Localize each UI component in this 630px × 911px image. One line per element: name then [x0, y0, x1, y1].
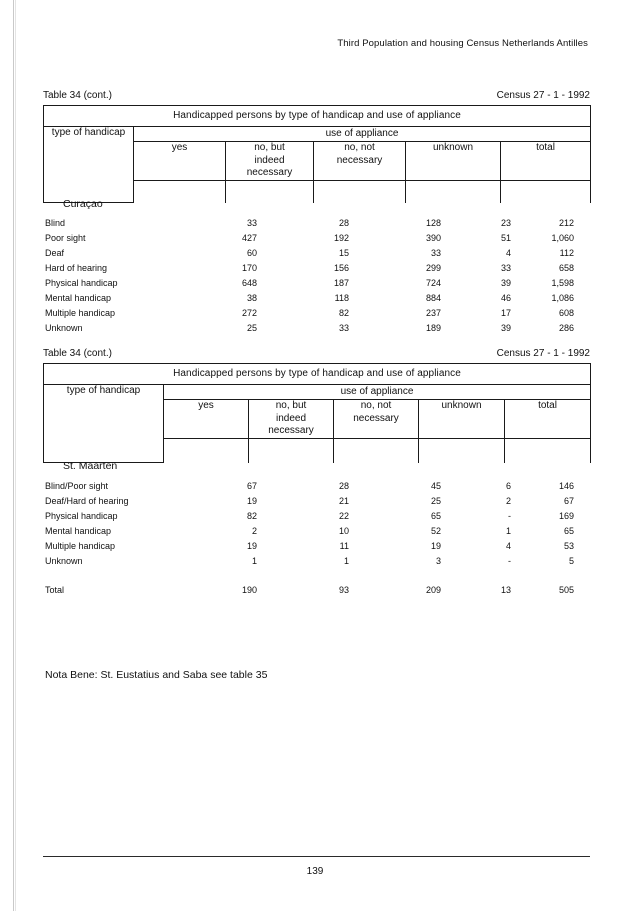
table-header-grid-stmaarten [43, 363, 591, 463]
column-header-line-1: no, but [254, 142, 285, 153]
table-row [43, 479, 590, 494]
column-header-no-not-necessary [334, 400, 419, 439]
stub-header: type of handicap [44, 385, 164, 463]
nota-bene-note: Nota Bene: St. Eustatius and Saba see table 35 [45, 669, 268, 681]
table-row [43, 509, 590, 524]
table-total-row [43, 583, 590, 598]
cell-unknown: 1 [505, 526, 511, 536]
column-header-total: total [505, 400, 591, 439]
spacer-cell [43, 569, 590, 583]
table-header-grid-curacao [43, 105, 591, 203]
group-header-use-of-appliance: use of appliance [164, 385, 591, 400]
cell-no-not: 128 [425, 218, 441, 228]
total-cell-no-but: 93 [338, 585, 349, 595]
running-head: Third Population and housing Census Netherlands Antilles [337, 38, 588, 49]
cell-total: 1,060 [551, 233, 574, 243]
cell-yes: 2 [251, 526, 257, 536]
cell-unknown: 39 [500, 323, 511, 333]
cell-no-not: 52 [430, 526, 441, 536]
region-label-curacao: Curaçao [63, 198, 103, 210]
cell-no-not: 3 [435, 556, 441, 566]
data-table-curacao [43, 216, 590, 336]
row-label: Hard of hearing [45, 263, 108, 273]
cell-no-but: 21 [338, 496, 349, 506]
cell-no-not: 45 [430, 481, 441, 491]
cell-no-not: 237 [425, 308, 441, 318]
row-label: Mental handicap [45, 526, 112, 536]
column-header-no-but-indeed-necessary [226, 142, 314, 181]
table-label: Table 34 (cont.) [43, 348, 112, 359]
cell-no-not: 19 [430, 541, 441, 551]
row-label: Deaf [45, 248, 65, 258]
cell-no-but: 118 [334, 293, 349, 303]
cell-no-but: 28 [338, 481, 349, 491]
column-header-line-1: no, not [360, 400, 392, 411]
header-filler-cell [226, 180, 314, 203]
cell-unknown: 51 [500, 233, 511, 243]
cell-unknown: 33 [500, 263, 511, 273]
cell-yes: 170 [241, 263, 257, 273]
stub-header: type of handicap [44, 127, 134, 203]
header-filler-cell [164, 438, 249, 463]
total-cell-unknown: 13 [500, 585, 511, 595]
row-label: Multiple handicap [45, 308, 116, 318]
row-label: Physical handicap [45, 278, 118, 288]
cell-yes: 38 [246, 293, 257, 303]
column-header-yes: yes [164, 400, 249, 439]
cell-yes: 427 [241, 233, 257, 243]
group-header-use-of-appliance: use of appliance [134, 127, 591, 142]
cell-yes: 33 [246, 218, 257, 228]
cell-no-not: 299 [425, 263, 441, 273]
column-header-no-not-necessary [314, 142, 406, 181]
row-label: Multiple handicap [45, 541, 116, 551]
cell-unknown: 2 [505, 496, 511, 506]
cell-yes: 648 [241, 278, 257, 288]
cell-unknown: 17 [500, 308, 511, 318]
cell-no-but: 11 [339, 541, 349, 551]
table-row [43, 276, 590, 291]
cell-yes: 25 [246, 323, 257, 333]
cell-total: 658 [558, 263, 574, 273]
table-group-header-row [44, 127, 591, 142]
data-table-stmaarten [43, 479, 590, 598]
cell-no-but: 33 [338, 323, 349, 333]
cell-no-but: 22 [338, 511, 349, 521]
cell-no-but: 15 [338, 248, 349, 258]
table-title-row [44, 364, 591, 385]
cell-total: 1,598 [551, 278, 574, 288]
table-caption-row [43, 90, 590, 105]
region-label-stmaarten: St. Maarten [63, 460, 118, 472]
column-header-unknown: unknown [406, 142, 501, 181]
cell-no-but: 82 [338, 308, 349, 318]
cell-no-but: 10 [338, 526, 349, 536]
cell-no-but: 1 [343, 556, 349, 566]
column-header-line-1: no, but [275, 400, 307, 411]
column-header-line-1: no, not [344, 142, 375, 153]
header-filler-cell [419, 438, 505, 463]
total-cell-total: 505 [558, 585, 574, 595]
cell-yes: 1 [251, 556, 257, 566]
column-header-line-3: necessary [268, 425, 314, 436]
table-title-row [44, 106, 591, 127]
cell-total: 53 [563, 541, 574, 551]
cell-yes: 19 [246, 541, 257, 551]
cell-unknown: 4 [505, 248, 511, 258]
table-row [43, 261, 590, 276]
table-row [43, 306, 590, 321]
cell-no-not: 724 [425, 278, 441, 288]
column-header-line-2: necessary [353, 412, 399, 424]
cell-unknown: - [508, 511, 511, 521]
footer-divider [43, 856, 590, 857]
column-header-yes: yes [134, 142, 226, 181]
page-edge-artifact-secondary [15, 0, 16, 911]
row-label: Unknown [45, 323, 83, 333]
cell-total: 1,086 [551, 293, 574, 303]
row-label: Deaf/Hard of hearing [45, 496, 129, 506]
row-label: Poor sight [45, 233, 86, 243]
table-title: Handicapped persons by type of handicap and use of appliance [44, 106, 591, 127]
table-block-stmaarten [43, 348, 590, 595]
row-label: Physical handicap [45, 511, 118, 521]
cell-no-but: 156 [333, 263, 349, 273]
cell-no-but: 28 [338, 218, 349, 228]
table-caption-row [43, 348, 590, 363]
cell-total: 212 [558, 218, 574, 228]
table-row [43, 291, 590, 306]
census-date: Census 27 - 1 - 1992 [496, 348, 590, 359]
cell-unknown: - [508, 556, 511, 566]
cell-no-not: 65 [430, 511, 441, 521]
table-label: Table 34 (cont.) [43, 90, 112, 101]
table-row [43, 231, 590, 246]
data-table-body [43, 216, 590, 336]
column-header-no-but-indeed-necessary [249, 400, 334, 439]
cell-yes: 82 [246, 511, 257, 521]
cell-total: 112 [559, 248, 574, 258]
cell-total: 146 [558, 481, 574, 491]
cell-unknown: 23 [500, 218, 511, 228]
cell-no-but: 192 [333, 233, 349, 243]
table-block-curacao [43, 90, 590, 333]
cell-no-not: 390 [425, 233, 441, 243]
cell-no-not: 25 [430, 496, 441, 506]
column-header-total: total [501, 142, 591, 181]
column-header-line-2: necessary [336, 154, 383, 166]
cell-yes: 67 [246, 481, 257, 491]
column-header-line-2: indeed [254, 154, 285, 166]
cell-no-not: 33 [430, 248, 441, 258]
cell-total: 5 [568, 556, 574, 566]
cell-yes: 272 [241, 308, 257, 318]
cell-no-not: 189 [425, 323, 441, 333]
row-label: Unknown [45, 556, 83, 566]
column-header-unknown: unknown [419, 400, 505, 439]
cell-total: 67 [563, 496, 574, 506]
data-table-body [43, 479, 590, 598]
census-date: Census 27 - 1 - 1992 [496, 90, 590, 101]
page-number: 139 [306, 866, 324, 877]
table-row [43, 494, 590, 509]
table-row [43, 246, 590, 261]
row-label: Blind [45, 218, 66, 228]
total-row-label: Total [45, 585, 65, 595]
table-row [43, 524, 590, 539]
cell-unknown: 46 [500, 293, 511, 303]
cell-unknown: 39 [500, 278, 511, 288]
table-row [43, 539, 590, 554]
page-edge-artifact [13, 0, 14, 911]
cell-total: 169 [558, 511, 574, 521]
column-header-line-2: indeed [275, 412, 307, 424]
total-cell-no-not: 209 [425, 585, 441, 595]
column-header-line-3: necessary [246, 167, 293, 178]
cell-unknown: 6 [505, 481, 511, 491]
header-filler-cell [134, 180, 226, 203]
header-filler-cell [505, 438, 591, 463]
header-filler-cell [314, 180, 406, 203]
cell-no-but: 187 [333, 278, 349, 288]
table-row [43, 216, 590, 231]
header-filler-cell [501, 180, 591, 203]
header-filler-cell [334, 438, 419, 463]
cell-total: 286 [558, 323, 574, 333]
table-group-header-row [44, 385, 591, 400]
row-label: Blind/Poor sight [45, 481, 109, 491]
cell-yes: 19 [246, 496, 257, 506]
cell-no-not: 884 [425, 293, 441, 303]
header-filler-cell [249, 438, 334, 463]
row-label: Mental handicap [45, 293, 112, 303]
table-title: Handicapped persons by type of handicap and use of appliance [44, 364, 591, 385]
table-row [43, 554, 590, 569]
cell-unknown: 4 [505, 541, 511, 551]
header-filler-cell [406, 180, 501, 203]
total-cell-yes: 190 [241, 585, 257, 595]
cell-total: 65 [563, 526, 574, 536]
cell-total: 608 [558, 308, 574, 318]
table-spacer-row [43, 569, 590, 583]
table-row [43, 321, 590, 336]
cell-yes: 60 [246, 248, 257, 258]
